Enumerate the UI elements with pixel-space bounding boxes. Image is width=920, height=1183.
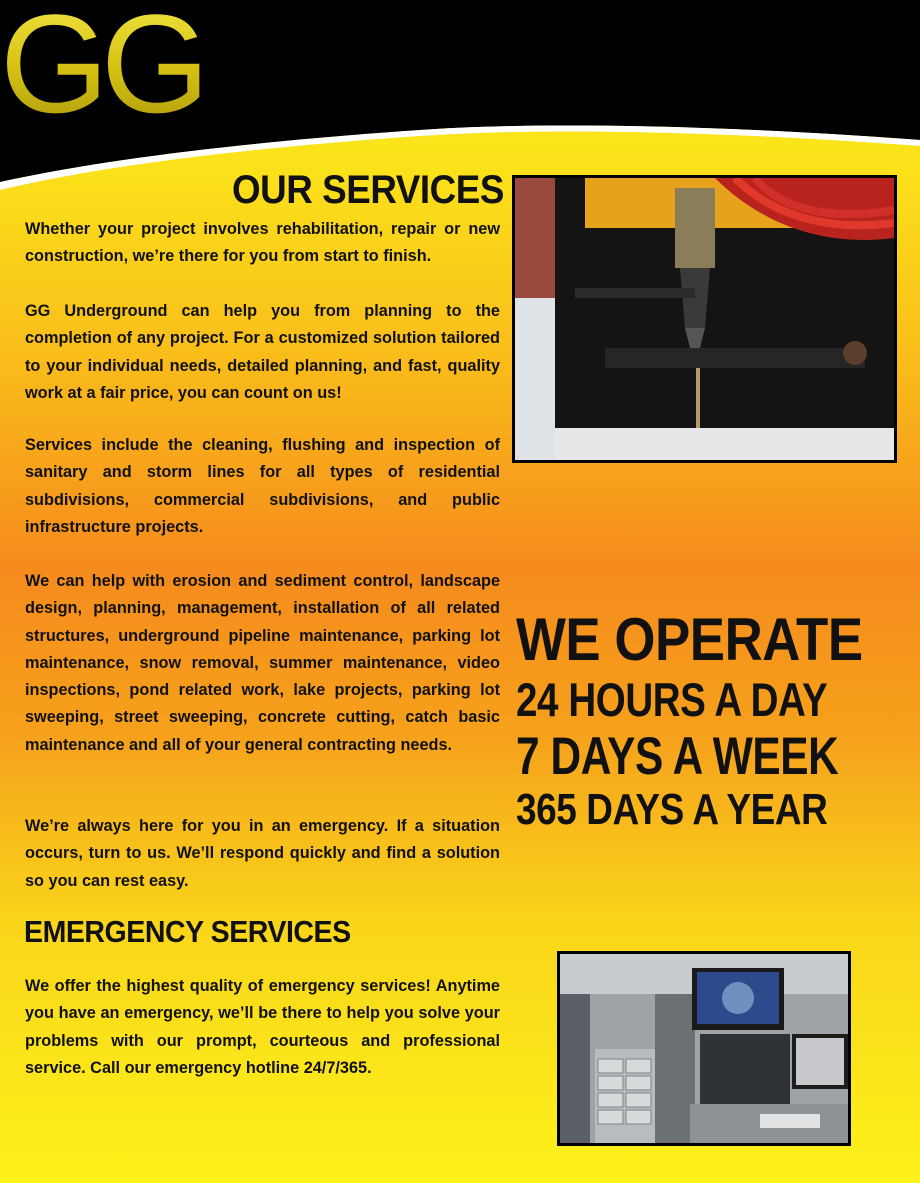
tagline-365-days: 365 DAYS A YEAR [516,785,828,834]
services-paragraph-4: We can help with erosion and sediment control, landscape design, planning, management, installation of all related structures, underground pipeline maintenance, parking lot maintenance, snow removal, summer maintenance, video inspections, pond related work, lake projects, parking lot sweeping, street sweeping, concrete cutting, catch basic maintenance and all of your general contracting needs. [25,572,500,754]
services-paragraph-3: Services include the cleaning, flushing and inspection of sanitary and storm lines for all types of residential subdivisions, commercial subdivisions, and public infrastructure projects. [25,436,500,536]
emergency-paragraph: We offer the highest quality of emergency services! Anytime you have an emergency, we’ll be there to help you solve your problems with our prompt, courteous and professional service. Call our emergency hotline 24/7/365. [25,977,500,1077]
truck-equipment-photo [512,175,897,463]
inspection-van-photo [557,951,851,1146]
our-services-title: OUR SERVICES [232,168,504,212]
tagline-7-days: 7 DAYS A WEEK [516,727,839,786]
svg-text:GG: GG [0,0,202,126]
services-paragraph-1: Whether your project involves rehabilitation, repair or new construction, we’re there for you from start to finish. [25,220,500,266]
tagline-24-hours: 24 HOURS A DAY [516,673,828,726]
tagline-we-operate: WE OPERATE [516,606,863,673]
services-paragraph-2: GG Underground can help you from planning to the completion of any project. For a customized solution tailored to your individual needs, detailed planning, and fast, quality work at a fair price, you can count on us! [25,302,500,402]
services-paragraph-5: We’re always here for you in an emergency. If a situation occurs, turn to us. We’ll respond quickly and find a solution so you can rest easy. [25,817,500,890]
emergency-services-title: EMERGENCY SERVICES [24,914,351,949]
page-header [0,0,920,190]
gg-logo [0,0,220,126]
